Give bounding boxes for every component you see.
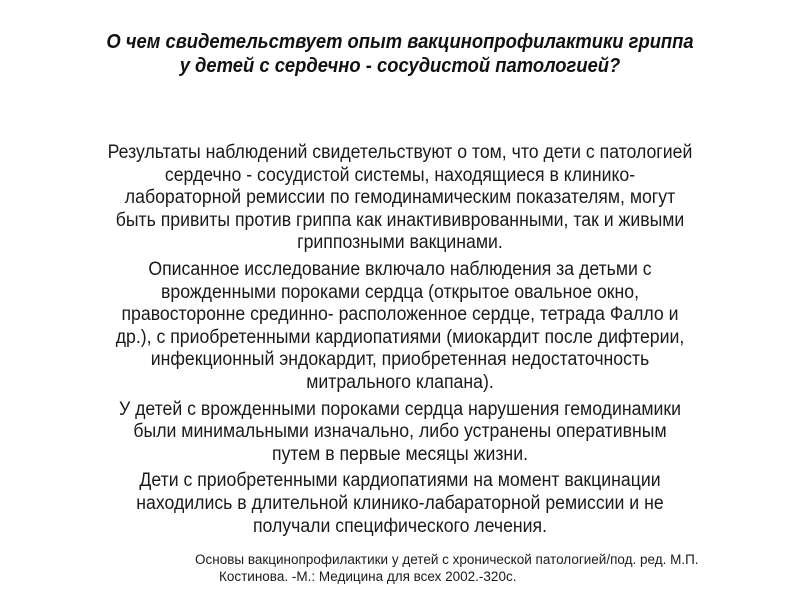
- title-line-1: О чем свидетельствует опыт вакцинопрофилактики гриппа: [106, 31, 694, 53]
- text-line: правосторонне срединно- расположенное сердце, тетрада Фалло и: [121, 304, 679, 326]
- text-line: быть привиты против гриппа как инактививрованными, так и живыми: [115, 209, 685, 231]
- paragraph-study: [47, 259, 754, 395]
- text-line: путем в первые месяцы жизни.: [272, 443, 528, 465]
- text-line: сердечно - сосудистой системы, находящиеся в клинико-: [164, 164, 636, 186]
- text-line: митрального клапана).: [306, 371, 494, 393]
- text-line: находились в длительной клинико-лабараторной ремиссии и не: [136, 492, 664, 514]
- text-line: Дети с приобретенными кардиопатиями на момент вакцинации: [139, 470, 661, 492]
- paragraph-acquired: [47, 470, 754, 538]
- text-line: были минимальными изначально, либо устранены оперативным: [133, 421, 667, 443]
- paragraph-congenital: [47, 399, 754, 467]
- text-line: У детей с врожденными пороками сердца нарушения гемодинамики: [118, 398, 682, 420]
- citation-line-1: Основы вакцинопрофилактики у детей с хронической патологией/под. ред. М.П.: [195, 552, 699, 567]
- text-line: инфекционный эндокардит, приобретенная недостаточность: [150, 349, 650, 371]
- paragraph-results: [47, 142, 754, 255]
- text-line: Описанное исследование включало наблюдения за детьми с: [148, 258, 652, 280]
- title-line-2: у детей с сердечно - сосудистой патологией?: [179, 55, 621, 77]
- text-line: гриппозными вакцинами.: [297, 232, 503, 254]
- citation-line-2: Костинова. -М.: Медицина для всех 2002.-320с.: [219, 569, 517, 584]
- slide-title: [32, 30, 768, 78]
- text-line: врожденными пороками сердца (открытое овальное окно,: [161, 281, 639, 303]
- text-line: др.), с приобретенными кардиопатиями (миокардит после дифтерии,: [115, 326, 685, 348]
- citation: [195, 551, 795, 585]
- text-line: лабораторной ремиссии по гемодинамическим показателям, могут: [124, 187, 676, 209]
- slide-body: [20, 142, 780, 542]
- text-line: Результаты наблюдений свидетельствуют о том, что дети с патологией: [107, 142, 693, 163]
- text-line: получали специфического лечения.: [252, 515, 548, 537]
